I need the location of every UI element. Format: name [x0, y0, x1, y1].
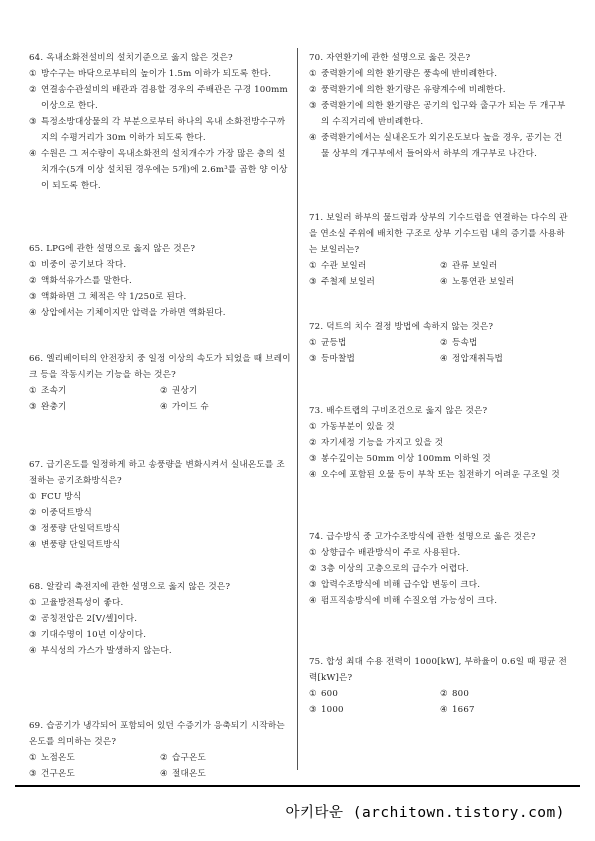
footer-credit: 아키타운 (architown.tistory.com)	[285, 805, 565, 821]
question-text: 65. LPG에 관한 설명으로 옳지 않은 것은?	[29, 244, 196, 254]
option-4[interactable]: ④ 가이드 슈	[160, 402, 209, 412]
question-text: 73. 배수트랩의 구비조건으로 옳지 않은 것은?	[309, 406, 488, 416]
option-1[interactable]: ① FCU 방식	[29, 492, 82, 502]
question-73	[309, 403, 571, 483]
option-4[interactable]: ④ 수원은 그 저수량이 옥내소화전의 설치개수가 가장 많은 층의 설치개수(5개 이상 설치된 경우에는 5개)에 2.6m³를 곱한 양 이상이 되도록 한다.	[29, 149, 288, 191]
option-1[interactable]: ① 수관 보일러	[309, 261, 367, 271]
option-3[interactable]: ③ 중력환기에 의한 환기량은 공기의 입구와 출구가 되는 두 개구부의 수직거리에 반비례한다.	[309, 101, 566, 127]
question-text: 67. 급기온도를 일정하게 하고 송풍량을 변화시켜서 실내온도를 조절하는 공기조화방식은?	[29, 460, 285, 486]
question-text: 74. 급수방식 중 고가수조방식에 관한 설명으로 옳은 것은?	[309, 532, 536, 542]
option-3[interactable]: ③ 완충기	[29, 402, 67, 412]
option-2[interactable]: ② 관류 보일러	[440, 261, 498, 271]
question-65	[29, 241, 291, 321]
question-64	[29, 50, 291, 194]
question-69	[29, 718, 291, 782]
option-1[interactable]: ① 가동부분이 있을 것	[309, 422, 395, 432]
question-text: 66. 엘리베이터의 안전장치 중 일정 이상의 속도가 되었을 때 브레이크 등을 작동시키는 기능을 하는 것은?	[29, 354, 291, 380]
option-2[interactable]: ② 권상기	[160, 386, 198, 396]
option-1[interactable]: ① 600	[309, 689, 339, 699]
question-text: 75. 합성 최대 수용 전력이 1000[kW], 부하율이 0.6일 때 평균 전력[kW]은?	[309, 657, 568, 683]
option-2[interactable]: ② 800	[440, 689, 470, 699]
option-2[interactable]: ② 풍력환기에 의한 환기량은 유량계수에 비례한다.	[309, 85, 506, 95]
footer-rule	[15, 785, 580, 787]
question-68	[29, 579, 291, 659]
question-text: 64. 옥내소화전설비의 설치기준으로 옳지 않은 것은?	[29, 53, 233, 63]
question-text: 68. 알칼리 축전지에 관한 설명으로 옳지 않은 것은?	[29, 582, 231, 592]
option-3[interactable]: ③ 봉수깊이는 50mm 이상 100mm 이하일 것	[309, 454, 491, 464]
option-2[interactable]: ② 자기세정 기능을 가지고 있을 것	[309, 438, 444, 448]
option-2[interactable]: ② 3층 이상의 고층으로의 급수가 어렵다.	[309, 564, 469, 574]
question-72	[309, 319, 571, 367]
option-1[interactable]: ① 균등법	[309, 338, 347, 348]
question-text: 69. 습공기가 냉각되어 포함되어 있던 수증기가 응축되기 시작하는 온도를 의미하는 것은?	[29, 721, 285, 747]
question-70	[309, 50, 571, 162]
question-71	[309, 210, 571, 290]
question-75	[309, 654, 571, 718]
option-3[interactable]: ③ 압력수조방식에 비해 급수압 변동이 크다.	[309, 580, 481, 590]
question-text: 72. 덕트의 치수 결정 방법에 속하지 않는 것은?	[309, 322, 494, 332]
option-2[interactable]: ② 연결송수관설비의 배관과 겸용할 경우의 주배관은 구경 100mm 이상으로 한다.	[29, 85, 288, 111]
option-3[interactable]: ③ 건구온도	[29, 769, 76, 779]
option-4[interactable]: ④ 부식성의 가스가 발생하지 않는다.	[29, 646, 172, 656]
option-4[interactable]: ④ 절대온도	[160, 769, 207, 779]
option-2[interactable]: ② 공칭전압은 2[V/셀]이다.	[29, 614, 138, 624]
question-text: 71. 보일러 하부의 물드럼과 상부의 기수드럼을 연결하는 다수의 관을 연소실 주위에 배치한 구조로 상부 기수드럼 내의 증기를 사용하는 보일러는?	[309, 213, 568, 255]
question-text: 70. 자연환기에 관한 설명으로 옳은 것은?	[309, 53, 471, 63]
option-4[interactable]: ④ 펌프직송방식에 비해 수질오염 가능성이 크다.	[309, 596, 498, 606]
option-2[interactable]: ② 이중덕트방식	[29, 508, 93, 518]
option-4[interactable]: ④ 노통연관 보일러	[440, 277, 515, 287]
option-2[interactable]: ② 습구온도	[160, 753, 207, 763]
option-1[interactable]: ① 중력환기에 의한 환기량은 풍속에 반비례한다.	[309, 69, 498, 79]
option-1[interactable]: ① 고율방전특성이 좋다.	[29, 598, 124, 608]
question-74	[309, 529, 571, 609]
option-3[interactable]: ③ 기대수명이 10년 이상이다.	[29, 630, 147, 640]
option-1[interactable]: ① 비중이 공기보다 작다.	[29, 260, 127, 270]
option-1[interactable]: ① 조속기	[29, 386, 67, 396]
option-3[interactable]: ③ 주철제 보일러	[309, 277, 375, 287]
option-1[interactable]: ① 상향급수 배관방식이 주로 사용된다.	[309, 548, 461, 558]
option-3[interactable]: ③ 특정소방대상물의 각 부분으로부터 하나의 옥내 소화전방수구까지의 수평거리가 30m 이하가 되도록 한다.	[29, 117, 286, 143]
option-3[interactable]: ③ 정풍량 단일덕트방식	[29, 524, 121, 534]
option-4[interactable]: ④ 중력환기에서는 실내온도가 외기온도보다 높을 경우, 공기는 건물 상부의 개구부에서 들어와서 하부의 개구부로 나간다.	[309, 133, 563, 159]
option-4[interactable]: ④ 상압에서는 기체이지만 압력을 가하면 액화된다.	[29, 308, 226, 318]
option-1[interactable]: ① 방수구는 바닥으로부터의 높이가 1.5m 이하가 되도록 한다.	[29, 69, 272, 79]
option-2[interactable]: ② 액화석유가스를 말한다.	[29, 276, 132, 286]
option-4[interactable]: ④ 정압재취득법	[440, 354, 504, 364]
option-2[interactable]: ② 등속법	[440, 338, 478, 348]
column-divider	[297, 48, 298, 770]
option-4[interactable]: ④ 변풍량 단일덕트방식	[29, 540, 121, 550]
question-67	[29, 457, 291, 553]
option-1[interactable]: ① 노점온도	[29, 753, 76, 763]
option-3[interactable]: ③ 액화하면 그 체적은 약 1/250로 된다.	[29, 292, 187, 302]
option-4[interactable]: ④ 오수에 포함된 오물 등이 부착 또는 침전하기 어려운 구조일 것	[309, 470, 560, 480]
option-3[interactable]: ③ 1000	[309, 705, 344, 715]
option-4[interactable]: ④ 1667	[440, 705, 475, 715]
question-66	[29, 351, 291, 415]
option-3[interactable]: ③ 등마찰법	[309, 354, 356, 364]
